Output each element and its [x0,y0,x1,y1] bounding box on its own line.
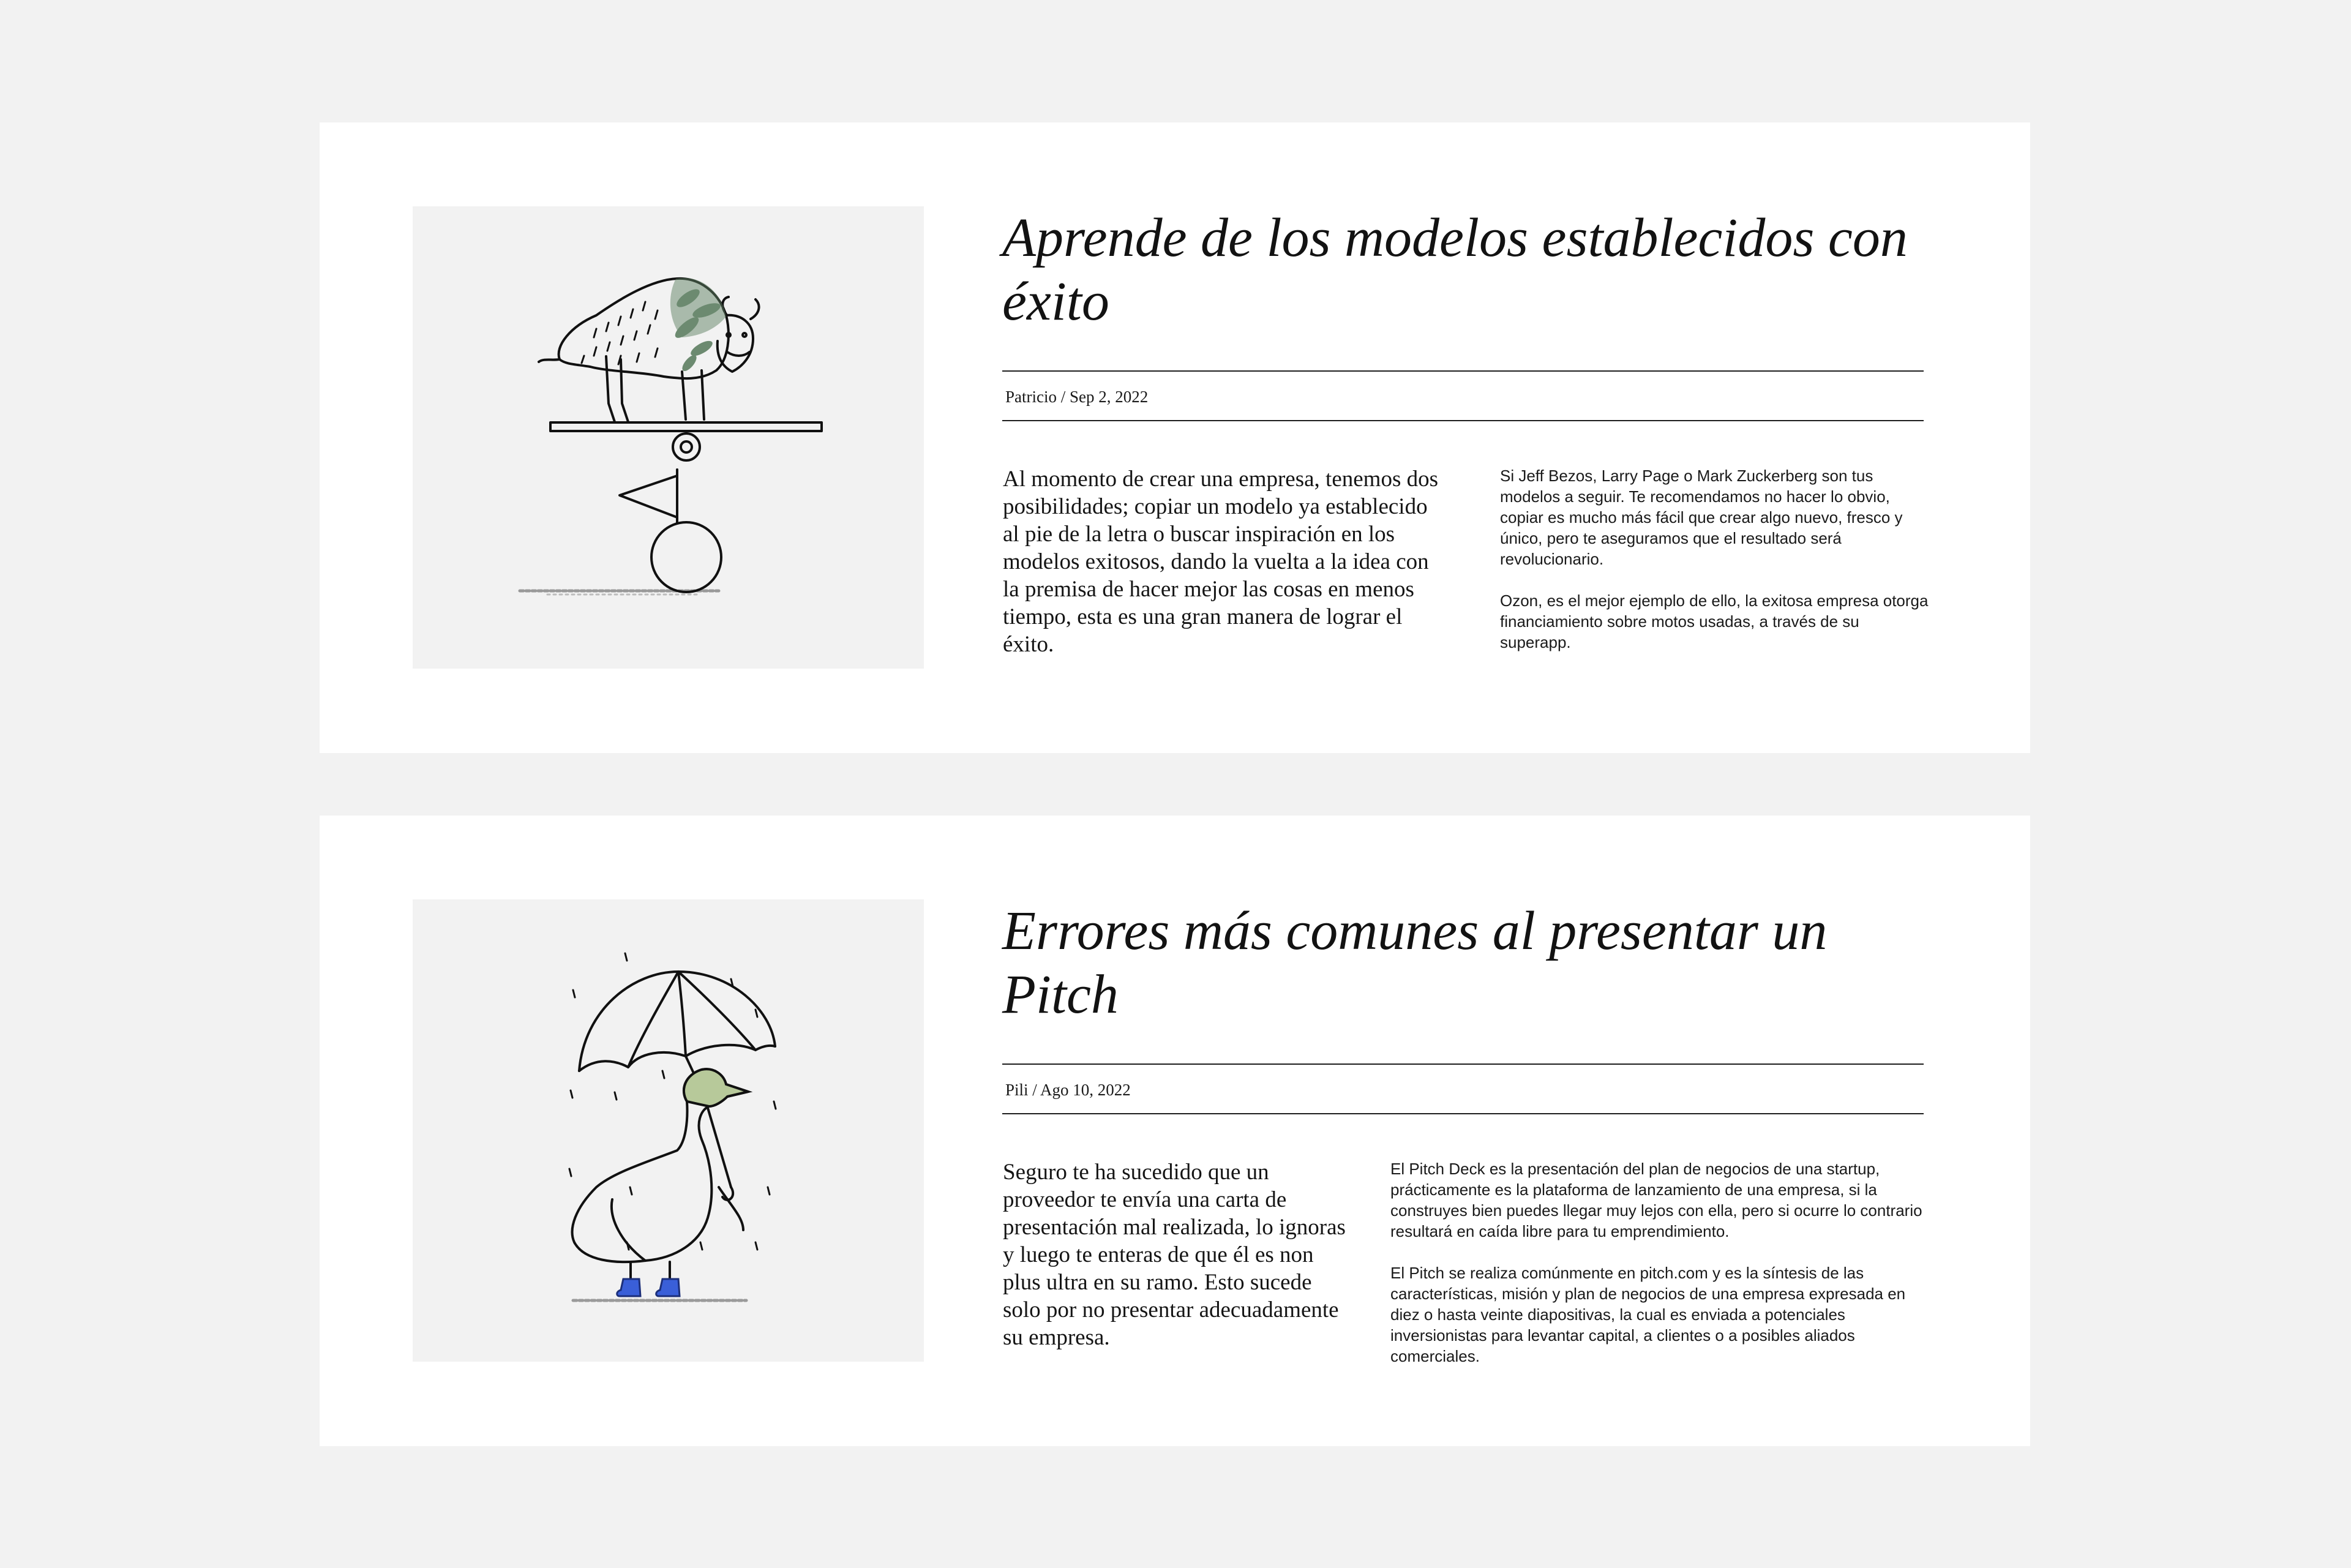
article-side-text [1500,465,1929,673]
side-paragraph: El Pitch se realiza comúnmente en pitch.com y es la síntesis de las características, misión y plan de negocios de una empresa expresada en diez o hasta veinte diapositivas, la cual es enviada a potenciales inversionistas para levantar capital, a clientes o a posibles aliados comerciales. [1390,1264,1906,1365]
bison-balancing-icon [413,206,924,669]
side-paragraph: Si Jeff Bezos, Larry Page o Mark Zuckerberg son tus modelos a seguir. Te recomendamos no hacer lo obvio, copiar es mucho más fácil que crear algo nuevo, fresco y único, pero te aseguramos que el resultado será revolucionario. [1500,467,1903,568]
duck-umbrella-icon [413,899,924,1362]
article-byline: Patricio / Sep 2, 2022 [1005,388,1149,406]
divider [1002,1113,1924,1114]
article-byline: Pili / Ago 10, 2022 [1005,1081,1131,1099]
divider [1002,370,1924,372]
article-card[interactable] [320,122,2030,753]
divider [1002,1063,1924,1065]
article-lead: Al momento de crear una empresa, tenemos dos posibilidades; copiar un modelo ya establecido al pie de la letra o buscar inspiración en los modelos exitosos, dando la vuelta a la idea con la premisa de hacer mejor las cosas en menos tiempo, esta es una gran manera de lograr el éxito. [1003,467,1438,657]
side-paragraph: El Pitch Deck es la presentación del plan de negocios de una startup, prácticamente es la plataforma de lanzamiento de una empresa, si la construyes bien puedes llegar muy lejos con ella, pero si ocurre lo contrario resultará en caída libre para tu emprendimiento. [1390,1160,1922,1240]
side-paragraph: Ozon, es el mejor ejemplo de ello, la exitosa empresa otorga financiamiento sobre motos usadas, a través de su superapp. [1500,591,1929,651]
article-lead: Seguro te ha sucedido que un proveedor te envía una carta de presentación mal realizada, lo ignoras y luego te enteras de que él es non plus ultra en su ramo. Esto sucede solo por no presentar adecuadamente su empresa. [1003,1160,1346,1350]
divider [1002,420,1924,421]
article-side-text [1390,1158,1929,1387]
article-card[interactable] [320,816,2030,1446]
article-title[interactable]: Aprende de los modelos establecidos con éxito [1002,208,1908,332]
article-title[interactable]: Errores más comunes al presentar un Pitch [1002,901,1828,1025]
